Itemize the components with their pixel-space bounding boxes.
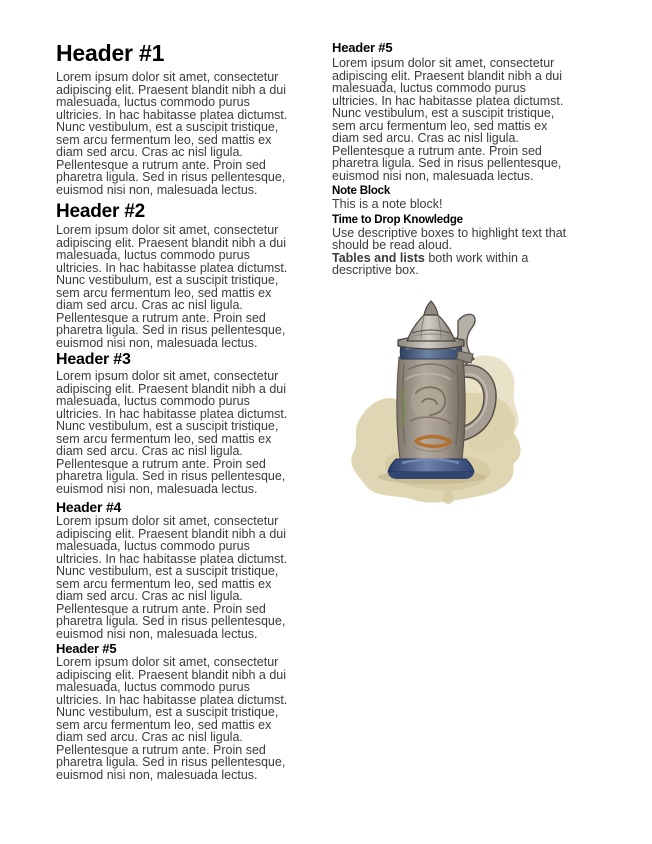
text-line: pharetra ligula. Sed in risus pellentesque, — [56, 755, 286, 769]
text-line: Pellentesque a rutrum ante. Proin sed — [332, 143, 542, 158]
text-line: diam sed arcu. Cras ac nisl ligula. — [56, 145, 243, 159]
paragraph-3 — [56, 370, 310, 495]
text-line: Nunc vestibulum, est a suscipit tristique, — [56, 120, 279, 134]
paragraph-1 — [56, 71, 310, 196]
text-line: Nunc vestibulum, est a suscipit tristique, — [56, 564, 279, 578]
text-line: malesuada, luctus commodo purus — [56, 680, 250, 694]
text-line: pharetra ligula. Sed in risus pellentesque, — [56, 170, 286, 184]
text-line: Pellentesque a rutrum ante. Proin sed — [56, 310, 266, 325]
text-line: Pellentesque a rutrum ante. Proin sed — [56, 157, 266, 172]
stein-finial — [424, 301, 438, 315]
text-line: adipiscing elit. Praesent blandit nibh a dui — [56, 526, 287, 541]
text-line: pharetra ligula. Sed in risus pellentesque, — [56, 469, 286, 483]
text-line: ultricies. In hac habitasse platea dictumst. — [332, 93, 564, 108]
text-line: adipiscing elit. Praesent blandit nibh a dui — [56, 235, 287, 250]
text-line: sem arcu fermentum leo, sed mattis ex — [56, 717, 272, 732]
tables-note-bold: Tables and lists — [332, 250, 425, 265]
text-line: sem arcu fermentum leo, sed mattis ex — [56, 431, 272, 446]
text-line: Pellentesque a rutrum ante. Proin sed — [56, 742, 266, 757]
text-line: adipiscing elit. Praesent blandit nibh a dui — [56, 381, 287, 396]
paragraph-4 — [56, 515, 310, 640]
text-line: sem arcu fermentum leo, sed mattis ex — [56, 132, 272, 147]
left-column — [56, 40, 310, 781]
text-line: malesuada, luctus commodo purus — [56, 394, 250, 408]
text-line: Nunc vestibulum, est a suscipit tristique, — [56, 705, 279, 719]
text-line: ultricies. In hac habitasse platea dictumst. — [56, 692, 288, 707]
text-line: malesuada, luctus commodo purus — [56, 95, 250, 109]
text-line: adipiscing elit. Praesent blandit nibh a dui — [332, 68, 563, 83]
text-line: diam sed arcu. Cras ac nisl ligula. — [56, 589, 243, 603]
text-line: malesuada, luctus commodo purus — [332, 81, 526, 95]
text-line: ultricies. In hac habitasse platea dictumst. — [56, 260, 288, 275]
heading-2: Header #2 — [56, 201, 146, 222]
heading-1: Header #1 — [56, 40, 165, 66]
text-line: euismod nisi non, malesuada lectus. — [56, 182, 258, 197]
text-line: adipiscing elit. Praesent blandit nibh a dui — [56, 667, 287, 682]
text-line: diam sed arcu. Cras ac nisl ligula. — [56, 730, 243, 744]
beer-stein-illustration — [332, 295, 590, 510]
text-line: Nunc vestibulum, est a suscipit tristique, — [332, 106, 555, 120]
text-line: pharetra ligula. Sed in risus pellentesque, — [56, 614, 286, 628]
text-line: sem arcu fermentum leo, sed mattis ex — [332, 118, 548, 133]
stein-base — [388, 459, 474, 472]
text-line: Lorem ipsum dolor sit amet, consectetur — [56, 655, 279, 669]
paragraph-6 — [332, 57, 594, 182]
text-line: ultricies. In hac habitasse platea dictumst. — [56, 551, 288, 566]
text-line: sem arcu fermentum leo, sed mattis ex — [56, 576, 272, 591]
text-line: Lorem ipsum dolor sit amet, consectetur — [56, 223, 279, 237]
text-line: Use descriptive boxes to highlight text that — [332, 225, 567, 240]
text-line: diam sed arcu. Cras ac nisl ligula. — [56, 444, 243, 458]
text-line: pharetra ligula. Sed in risus pellentesque, — [332, 156, 562, 170]
text-line: euismod nisi non, malesuada lectus. — [332, 168, 534, 183]
text-line: adipiscing elit. Praesent blandit nibh a dui — [56, 82, 287, 97]
heading-4: Header #4 — [56, 499, 122, 515]
text-line: Pellentesque a rutrum ante. Proin sed — [56, 456, 266, 471]
text-line: Lorem ipsum dolor sit amet, consectetur — [56, 514, 279, 528]
text-line: euismod nisi non, malesuada lectus. — [56, 626, 258, 641]
text-line: malesuada, luctus commodo purus — [56, 248, 250, 262]
note-block-title: Note Block — [332, 185, 391, 197]
text-line: Lorem ipsum dolor sit amet, consectetur — [56, 369, 279, 383]
text-line: ultricies. In hac habitasse platea dictumst. — [56, 107, 288, 122]
stein-lid — [407, 315, 455, 341]
text-line: euismod nisi non, malesuada lectus. — [56, 767, 258, 782]
text-line: Nunc vestibulum, est a suscipit tristique, — [56, 273, 279, 287]
text-line: euismod nisi non, malesuada lectus. — [56, 481, 258, 496]
right-column — [332, 40, 594, 510]
text-line: diam sed arcu. Cras ac nisl ligula. — [332, 131, 519, 145]
heading-5-left: Header #5 — [56, 641, 117, 656]
text-line: Pellentesque a rutrum ante. Proin sed — [56, 601, 266, 616]
heading-5-right: Header #5 — [332, 40, 393, 55]
text-line: should be read aloud. — [332, 238, 453, 252]
heading-3: Header #3 — [56, 351, 131, 368]
text-line: ultricies. In hac habitasse platea dictumst. — [56, 406, 288, 421]
knowledge-text — [332, 227, 594, 252]
text-line: sem arcu fermentum leo, sed mattis ex — [56, 285, 272, 300]
text-line: descriptive box. — [332, 263, 419, 277]
note-block-text — [332, 198, 594, 211]
text-line: Lorem ipsum dolor sit amet, consectetur — [56, 70, 279, 84]
text-line: euismod nisi non, malesuada lectus. — [56, 335, 258, 350]
tables-note-rest: both work within a — [424, 250, 529, 265]
knowledge-title: Time to Drop Knowledge — [332, 213, 463, 226]
stein-base-foot — [388, 472, 474, 479]
text-line: malesuada, luctus commodo purus — [56, 539, 250, 553]
paragraph-5 — [56, 656, 310, 781]
text-line: This is a note block! — [332, 197, 443, 211]
text-line: Nunc vestibulum, est a suscipit tristique, — [56, 419, 279, 433]
paragraph-2 — [56, 224, 310, 349]
text-line: Lorem ipsum dolor sit amet, consectetur — [332, 56, 555, 70]
tables-note — [332, 252, 594, 277]
text-line: diam sed arcu. Cras ac nisl ligula. — [56, 298, 243, 312]
text-line: pharetra ligula. Sed in risus pellentesque, — [56, 323, 286, 337]
